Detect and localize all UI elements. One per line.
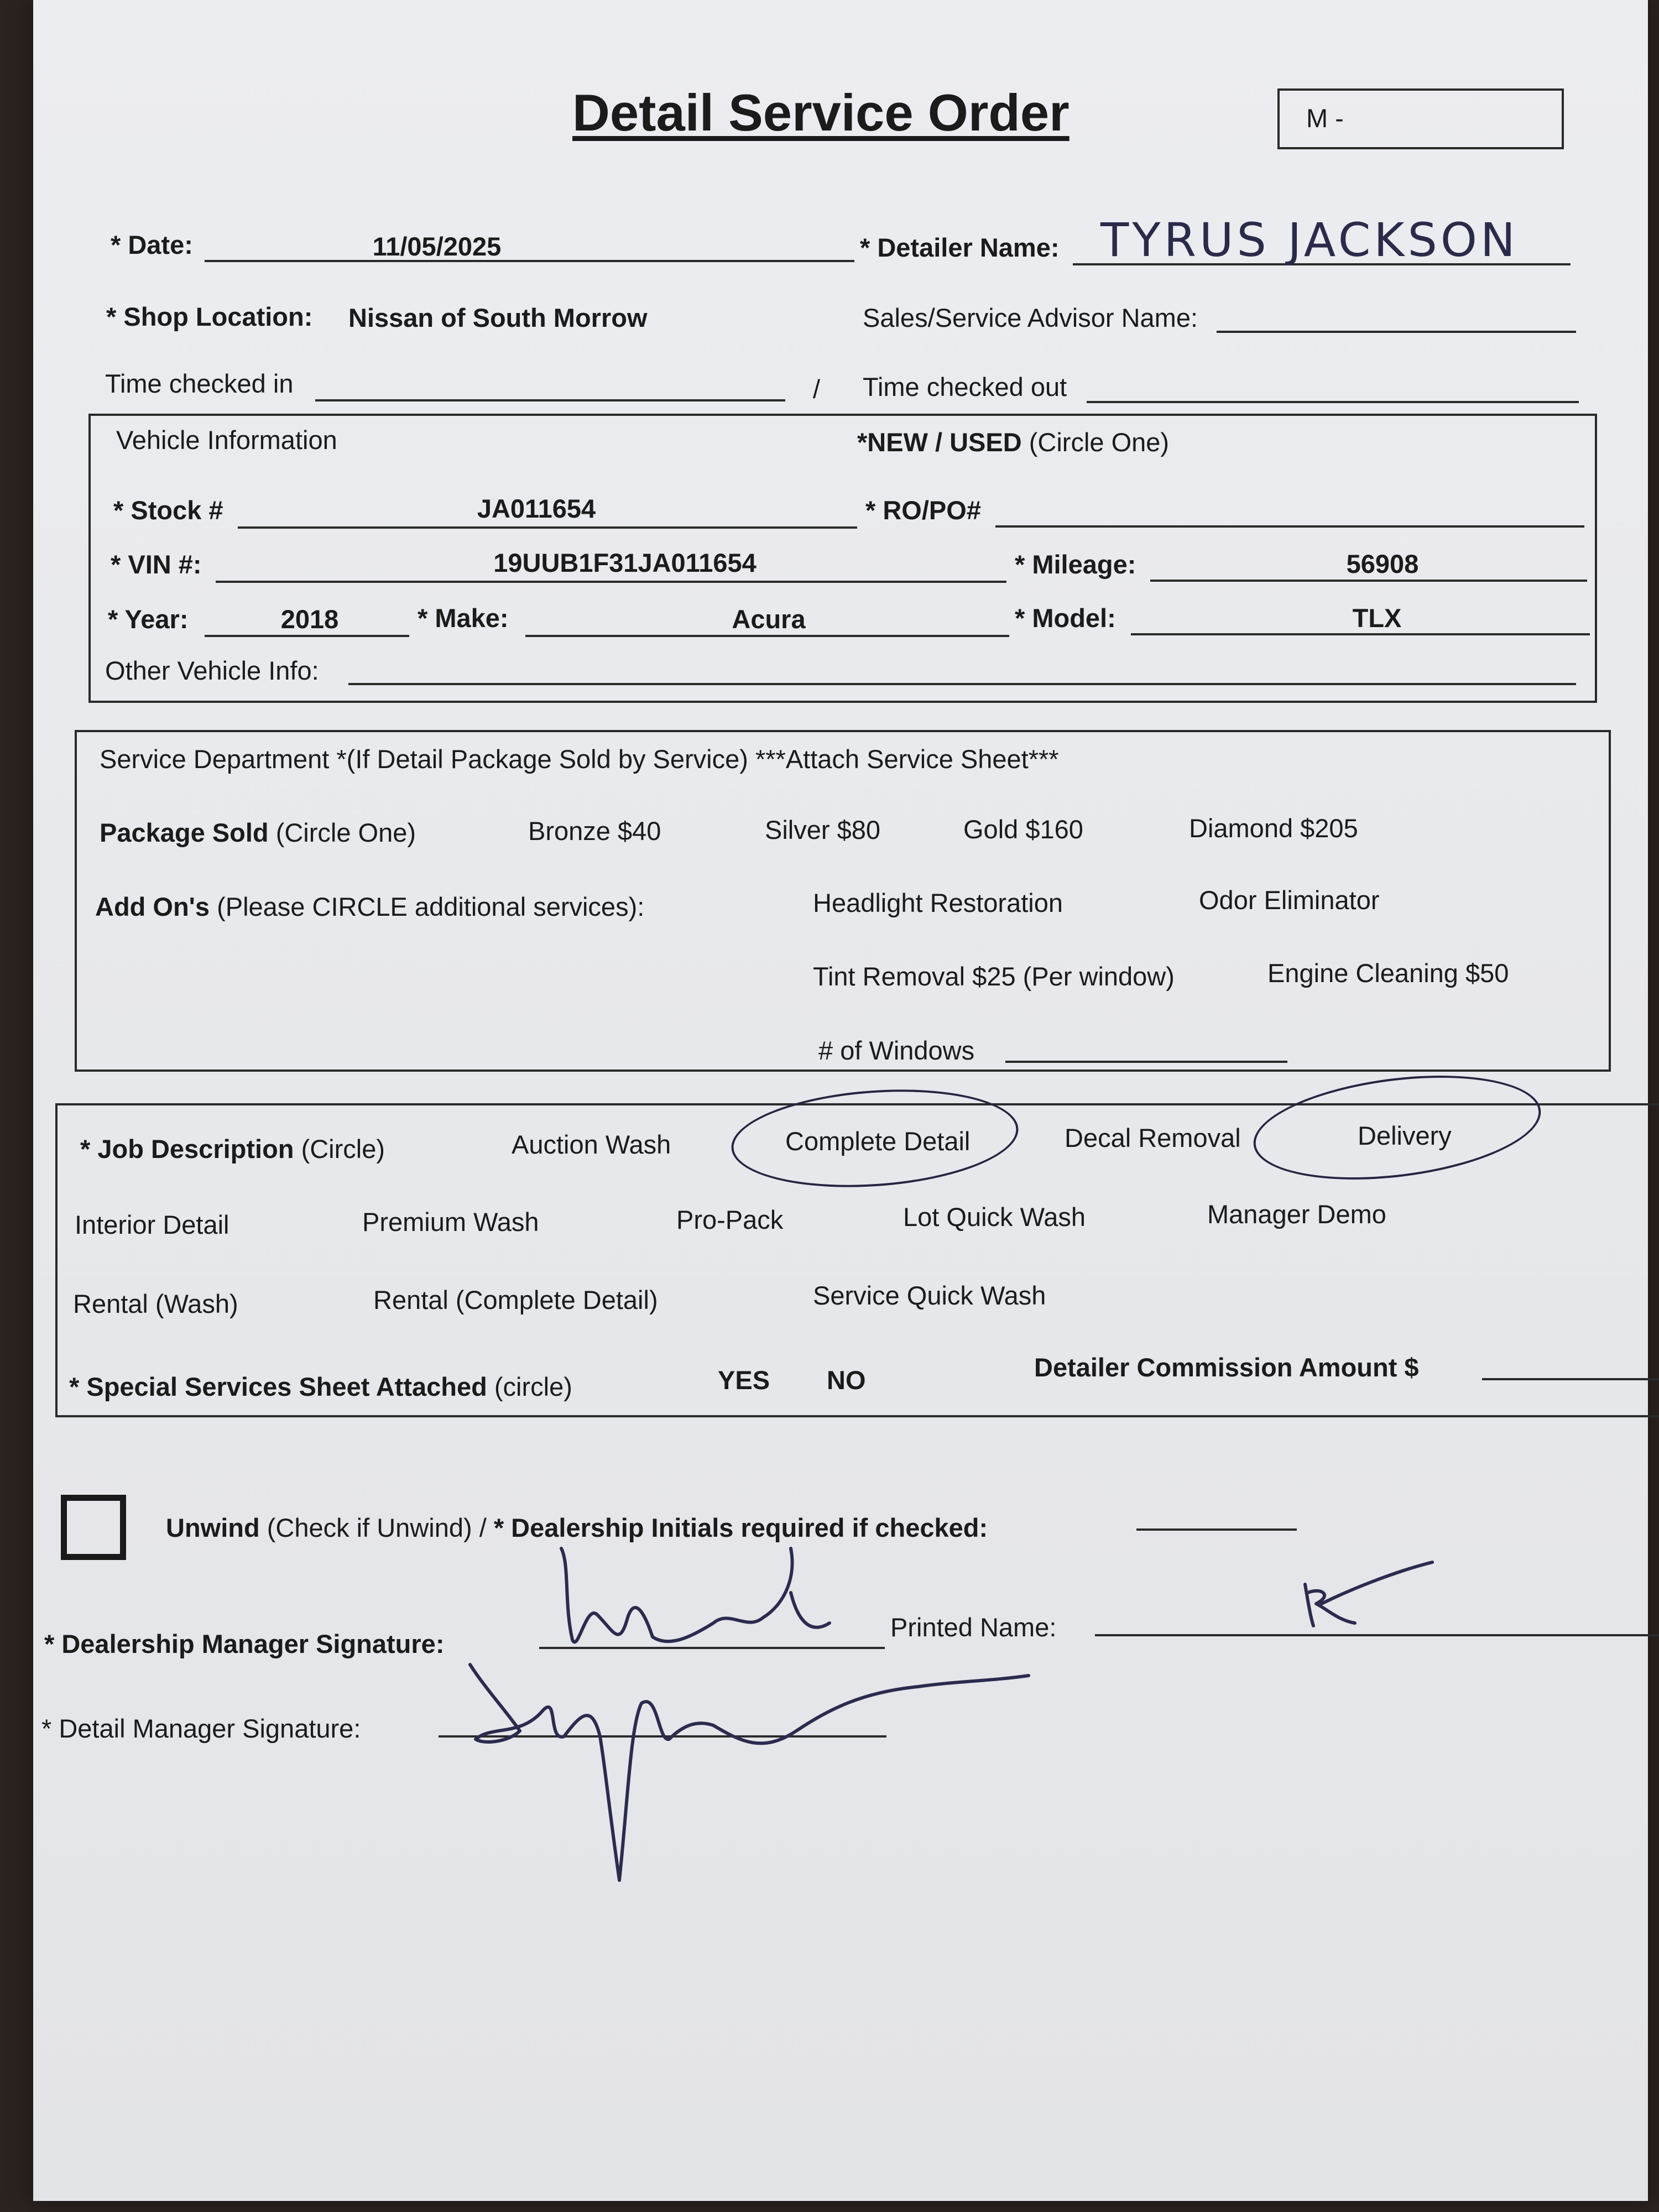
addon-engine-cleaning[interactable]: Engine Cleaning $50 [1267,958,1509,988]
vin-label: * VIN #: [111,550,202,579]
special-no-option[interactable]: NO [827,1365,866,1395]
year-value[interactable]: 2018 [280,604,339,634]
package-gold[interactable]: Gold $160 [963,815,1083,844]
job-auction-wash[interactable]: Auction Wash [512,1130,671,1159]
new-used-circle-note: (Circle One) [1029,427,1170,457]
job-circle-note: (Circle) [301,1134,385,1164]
job-interior-detail[interactable]: Interior Detail [75,1210,229,1239]
commission-amount-label: Detailer Commission Amount $ [1034,1353,1419,1382]
time-out-label: Time checked out [863,372,1067,401]
dealership-manager-signature [561,1548,830,1642]
other-vehicle-info-label: Other Vehicle Info: [105,656,319,685]
advisor-name-label: Sales/Service Advisor Name: [863,303,1198,332]
initials-required-label: * Dealership Initials required if checked: [493,1513,988,1542]
detailer-name-label: * Detailer Name: [860,233,1060,262]
addon-tint-removal[interactable]: Tint Removal $25 (Per window) [813,962,1175,991]
detail-manager-signature [470,1665,1029,1880]
page-title: Detail Service Order [572,84,1070,142]
detailer-name-handwritten[interactable]: TYRUS JACKSON [1100,213,1519,267]
job-delivery[interactable]: Delivery [1358,1121,1452,1150]
vehicle-info-heading: Vehicle Information [116,425,337,455]
stock-value[interactable]: JA011654 [477,494,596,523]
unwind-title: Unwind [166,1513,260,1542]
model-label: * Model: [1015,603,1116,633]
package-bronze[interactable]: Bronze $40 [528,816,661,846]
shop-location-value: Nissan of South Morrow [348,303,648,332]
printed-name-label: Printed Name: [890,1613,1057,1642]
year-label: * Year: [108,604,189,634]
add-ons-note: (Please CIRCLE additional services): [217,892,645,921]
addon-odor-eliminator[interactable]: Odor Eliminator [1199,885,1380,915]
special-services-title: * Special Services Sheet Attached [69,1372,487,1401]
new-used-label: *NEW / USED [857,427,1022,457]
package-diamond[interactable]: Diamond $205 [1189,813,1358,843]
job-rental-complete-detail[interactable]: Rental (Complete Detail) [373,1285,658,1314]
job-decal-removal[interactable]: Decal Removal [1065,1123,1241,1152]
unwind-note: (Check if Unwind) / [267,1513,487,1542]
windows-count-label: # of Windows [818,1036,975,1065]
detail-manager-signature-label: * Detail Manager Signature: [41,1714,361,1743]
service-department-heading: Service Department *(If Detail Package Sold by Service) ***Attach Service Sheet*** [100,744,1059,774]
job-manager-demo[interactable]: Manager Demo [1207,1199,1386,1229]
vin-value[interactable]: 19UUB1F31JA011654 [493,548,757,577]
stock-label: * Stock # [113,495,223,525]
handwritten-signatures [33,0,1648,2201]
make-label: * Make: [418,603,509,633]
mileage-value[interactable]: 56908 [1346,549,1419,578]
job-rental-wash[interactable]: Rental (Wash) [73,1289,238,1318]
date-value[interactable]: 11/05/2025 [372,232,502,261]
make-value[interactable]: Acura [732,604,806,634]
dealership-manager-signature-label: * Dealership Manager Signature: [44,1629,445,1658]
order-prefix: M - [1306,103,1344,133]
package-silver[interactable]: Silver $80 [765,815,880,844]
addon-headlight-restoration[interactable]: Headlight Restoration [813,888,1063,917]
job-service-quick-wash[interactable]: Service Quick Wash [813,1281,1046,1310]
slash: / [813,374,821,404]
model-value[interactable]: TLX [1352,603,1402,633]
package-sold-title: Package Sold [100,818,269,847]
job-complete-detail[interactable]: Complete Detail [785,1126,971,1156]
date-label: * Date: [111,230,193,259]
package-circle-note: (Circle One) [275,818,416,847]
job-description-title: * Job Description [80,1134,294,1164]
time-in-label: Time checked in [105,369,294,398]
special-yes-option[interactable]: YES [718,1365,770,1395]
job-premium-wash[interactable]: Premium Wash [362,1207,539,1237]
printed-name-initials-mark [1305,1562,1432,1626]
service-order-sheet [33,0,1648,2201]
special-services-circle-note: (circle) [494,1372,572,1401]
add-ons-title: Add On's [95,892,210,921]
mileage-label: * Mileage: [1015,550,1136,579]
shop-location-label: * Shop Location: [106,302,313,331]
job-pro-pack[interactable]: Pro-Pack [676,1205,784,1234]
ro-po-label: * RO/PO# [865,495,981,525]
job-lot-quick-wash[interactable]: Lot Quick Wash [903,1202,1086,1232]
